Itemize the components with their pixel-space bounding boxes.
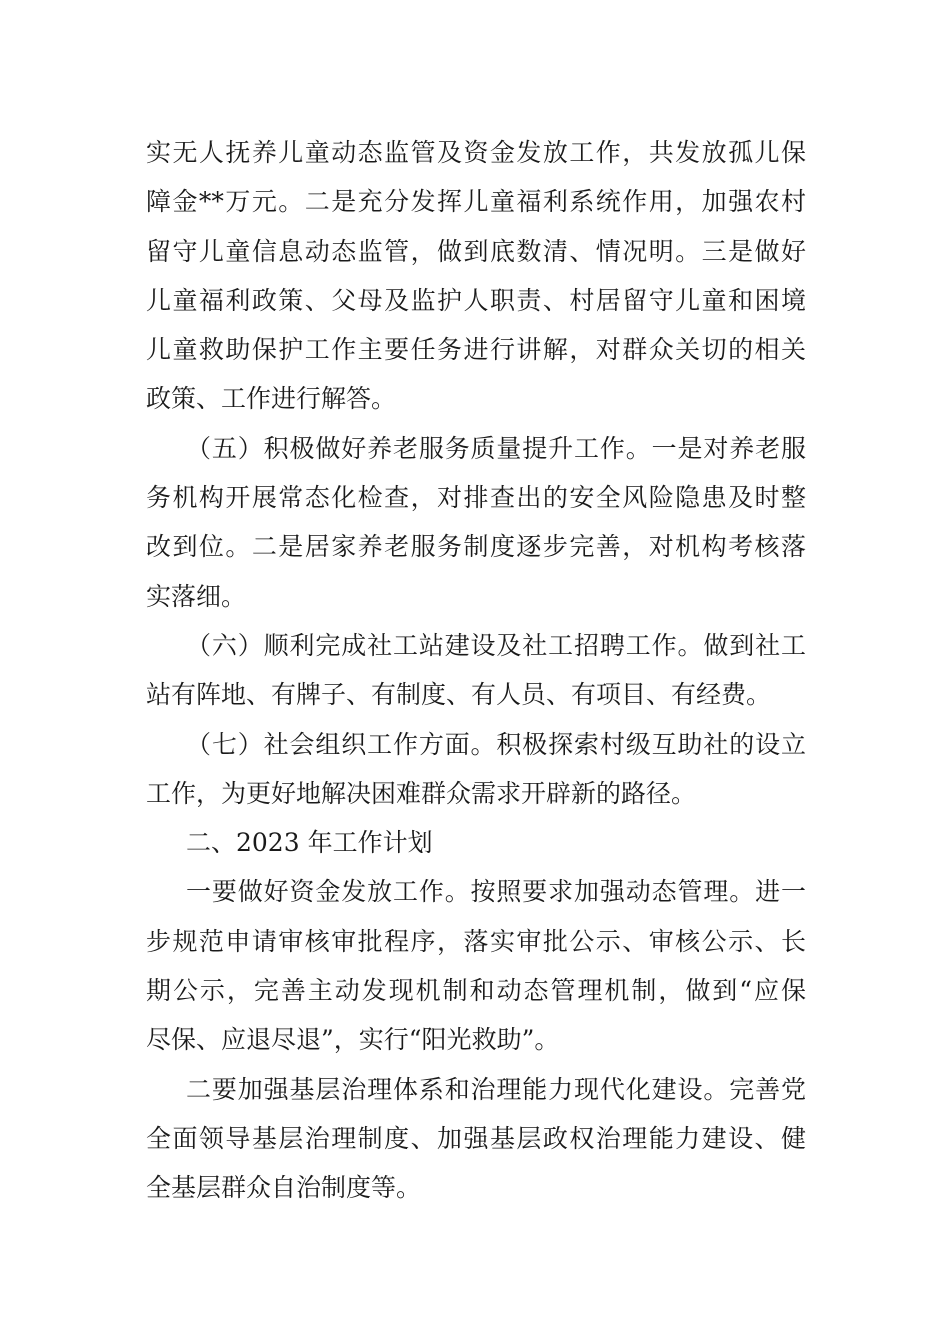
paragraph-line: 工作，为更好地解决困难群众需求开辟新的路径。 (146, 778, 697, 808)
paragraph-line: 一要做好资金发放工作。按照要求加强动态管理。进一 (186, 877, 806, 907)
section-heading: 二、2023 年工作计划 (186, 828, 433, 858)
paragraph-line: 实无人抚养儿童动态监管及资金发放工作，共发放孤儿保 (146, 138, 806, 167)
paragraph-line: 尽保、应退尽退”，实行“阳光救助”。 (146, 1025, 560, 1055)
paragraph-line: 站有阵地、有牌子、有制度、有人员、有项目、有经费。 (146, 680, 772, 710)
document-body (146, 128, 806, 1213)
paragraph-line: （五）积极做好养老服务质量提升工作。一是对养老服 (186, 433, 806, 463)
paragraph-line: 期公示，完善主动发现机制和动态管理机制，做到“应保 (146, 976, 806, 1006)
paragraph-line: 务机构开展常态化检查，对排查出的安全风险隐患及时整 (146, 483, 806, 513)
paragraph-line: 全基层群众自治制度等。 (146, 1173, 422, 1203)
paragraph-line: 留守儿童信息动态监管，做到底数清、情况明。三是做好 (146, 236, 806, 266)
paragraph-line: 改到位。二是居家养老服务制度逐步完善，对机构考核落 (146, 532, 806, 562)
paragraph-line: （六）顺利完成社工站建设及社工招聘工作。做到社工 (186, 630, 806, 660)
paragraph-line: 儿童救助保护工作主要任务进行讲解，对群众关切的相关 (146, 335, 806, 365)
paragraph-line: 障金**万元。二是充分发挥儿童福利系统作用，加强农村 (146, 187, 806, 217)
paragraph-line: 步规范申请审核审批程序，落实审批公示、审核公示、长 (146, 926, 806, 956)
paragraph-line: 儿童福利政策、父母及监护人职责、村居留守儿童和困境 (146, 285, 806, 315)
paragraph-line: （七）社会组织工作方面。积极探索村级互助社的设立 (186, 729, 806, 759)
paragraph-line: 二要加强基层治理体系和治理能力现代化建设。完善党 (186, 1074, 806, 1104)
paragraph-line: 全面领导基层治理制度、加强基层政权治理能力建设、健 (146, 1123, 806, 1153)
paragraph-line: 实落细。 (146, 581, 247, 611)
paragraph-line: 政策、工作进行解答。 (146, 384, 397, 414)
